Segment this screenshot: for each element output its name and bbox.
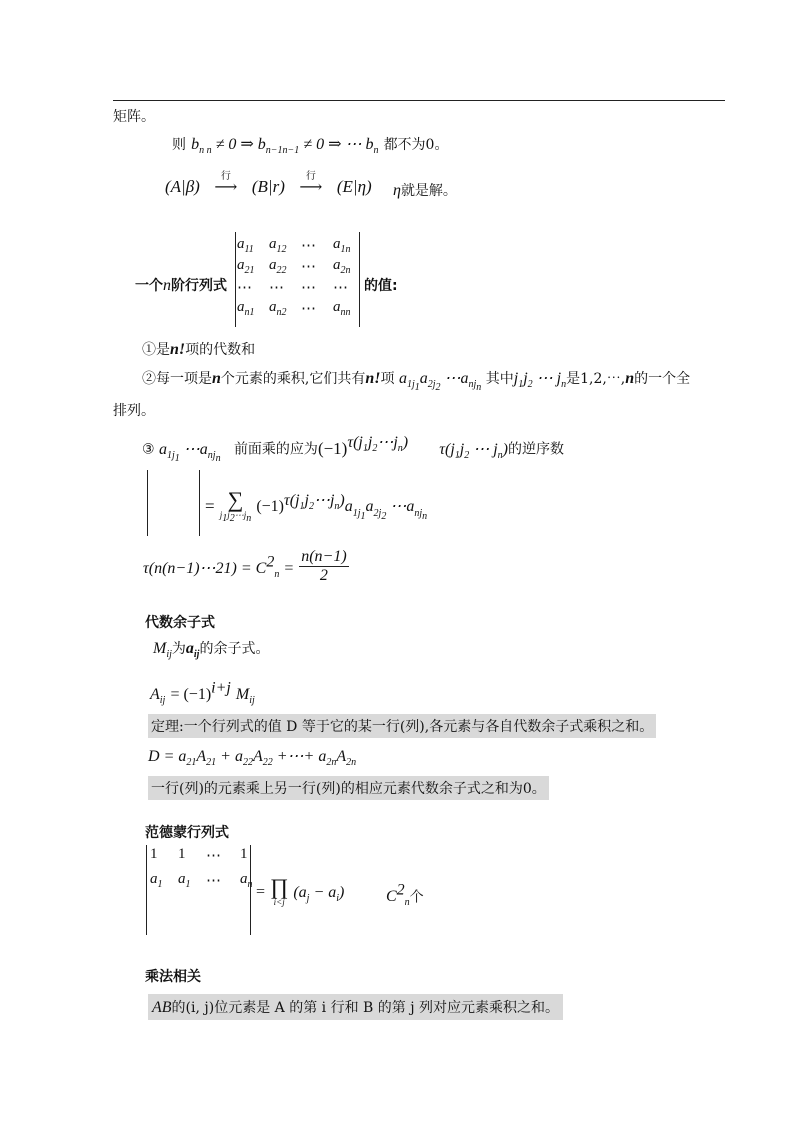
mult-ab: AB [152,999,172,1016]
theorem-2: 一行(列)的元素乘上另一行(列)的相应元素代数余子式之和为0。 [148,776,549,800]
item-3-sign: $(-1)^{\tau(j_1j_2\cdots j_n)}$ [317,434,409,458]
item-3-mid: 前面乘的应为 [233,441,318,458]
cofactor-line1-mid: 为 [171,641,186,657]
mult-statement [148,994,563,1020]
matrix-cell: $a_{21}$ [237,257,255,276]
arrow-2-label: 行 [305,171,316,182]
item-2-mid2: 项 [380,371,395,387]
tau-eq: τ(n(n−1)⋯21) = $C^2_n$ = $\frac{n(n-1)}{2}$ [143,548,347,584]
line-b-math: $b_{n n} \ne 0$ ⇒ $b_{n-1n-1} \ne 0$ ⇒ ⋯ $b_n$ [191,136,379,157]
item-2-mid: 个元素的乘积,它们共有 [220,371,366,387]
item-2-prefix: ②每一项是 [142,371,212,387]
line-b-suffix: 都不为0。 [383,137,449,153]
item-2-mid4: 是1,2,⋯, [566,371,626,387]
mult-statement-text: 的(i, j)位元素是 A 的第 i 行和 B 的第 j 列对应元素乘积之和。 [171,1000,560,1016]
det-intro-mid: 阶行列式 [171,278,227,294]
item-3-prefix: ③ [142,441,155,458]
arrow-1: 行 ⟶ [200,177,252,197]
matrix-cell: $a_{12}$ [269,236,287,255]
matrix-cell: $a_{nn}$ [333,299,351,318]
det-intro [135,275,227,295]
section-cofactor-title: 代数余子式 [145,615,215,631]
arrow-2: 行 ⟶ [285,177,337,197]
item-2-perm: $j_1j_2$ ⋯ $j_n$ [513,370,567,391]
aug-matrix-1: (A|β) [165,177,200,196]
vandermonde-cell: $a_n$ [240,871,253,890]
arrow-1-label: 行 [220,171,231,182]
det-intro-suffix: 的值: [364,278,398,294]
matrix-cell: ⋯ [333,280,348,296]
item-1-prefix: ①是 [142,342,170,358]
matrix-cell: ⋯ [237,280,252,296]
det-sum-formula: = ∑ $j_1j_2\cdots j_n$ $(-1)^{\tau(j_1j_2\cdots j_n)}a_{1j_1}a_{2j_2}$ $\cdots a_{nj_n}$ [205,487,428,524]
item-3-suffix: 的逆序数 [508,441,564,458]
matrix [237,236,361,318]
vandermonde-cell: ⋯ [206,873,221,889]
vandermonde-cell: 1 [240,846,248,862]
item-3-tau: $\tau(j_1j_2$ ⋯ $j_n$) [439,440,508,461]
vandermonde-cell: 1 [150,846,158,862]
section-mult-title: 乘法相关 [145,969,201,985]
matrix-cell: ⋯ [301,301,316,317]
tau-eq-num: n(n−1) [301,548,347,565]
item-1-suffix: 项的代数和 [185,342,256,358]
matrix-cell: $a_{n1}$ [237,299,255,318]
vandermonde-cell: 1 [178,846,186,862]
det-right-bar [199,470,200,536]
matrix-cell: $a_{11}$ [237,236,254,255]
vandermonde-left-bar [146,845,147,935]
vandermonde-product: = ∏ i<j $(a_j - a_i)$ [256,874,345,907]
header-rule [113,100,725,101]
item-1 [142,339,255,359]
eta-note: η就是解。 [393,182,457,199]
section-vandermonde-title: 范德蒙行列式 [145,825,229,841]
item-2 [142,368,690,393]
matrix-cell: ⋯ [269,280,284,296]
item-3-product: $a_{1j_1}$ $\cdots a_{nj_n}$ [159,440,221,464]
matrix-cell: $a_{22}$ [269,257,287,276]
item-2-mid3: 其中 [485,371,514,387]
item-2-product: $a_{1j_1}a_{2j_2}$ $\cdots a_{nj_n}$ [398,370,482,394]
line-b [172,134,448,156]
expansion-formula: $D = a_{21}A_{21} + a_{22}A_{22}$ +⋯+ $a_{2n}A_{2n}$ [148,748,357,769]
matrix-cell: $a_{2n}$ [333,257,351,276]
line-b-prefix: 则 [172,137,186,153]
matrix-cell: $a_{n2}$ [269,299,287,318]
item-1-n: n! [170,341,186,358]
matrix-cell: ⋯ [301,280,316,296]
matrix-cell: ⋯ [301,238,316,254]
line-eta [165,171,372,197]
vandermonde-cell: $a_1$ [178,871,191,890]
top-text: 矩阵。 [113,109,155,125]
theorem-1: 定理:一个行列式的值 D 等于它的某一行(列),各元素与各自代数余子式乘积之和。 [148,714,656,738]
item-2-n: n [212,370,221,387]
vandermonde-matrix [150,846,258,890]
vandermonde-cell: ⋯ [206,848,221,864]
item-3 [142,432,564,464]
item-2-line2: 排列。 [113,403,155,419]
det-intro-n: n [163,277,171,294]
matrix-cell: $a_{1n}$ [333,236,351,255]
eta-note-text: 就是解。 [400,183,457,199]
cofactor-line1-suffix: 的余子式。 [199,641,270,657]
cofactor-def: $A_{ij} = (-1)^{i+j}$ $M_{ij}$ [150,680,255,707]
tau-eq-den: 2 [319,567,328,584]
aug-matrix-3: (E|η) [336,177,372,196]
cofactor-line1: $M_{ij}$为$a_{ij}$的余子式。 [153,640,270,661]
det-left-bar [147,470,148,536]
matrix-left-bar [235,232,236,327]
item-2-suffix: 的一个全 [634,371,691,387]
vandermonde-cell: $a_1$ [150,871,163,890]
item-2-n2: n [625,370,635,387]
item-2-nf: n! [365,370,381,387]
vandermonde-count-suffix: 个 [409,889,424,906]
aug-matrix-2: (B|r) [251,177,285,196]
vandermonde-count: $C^2_n$个 [386,882,424,909]
det-intro-prefix: 一个 [135,278,163,294]
matrix-cell: ⋯ [301,259,316,275]
